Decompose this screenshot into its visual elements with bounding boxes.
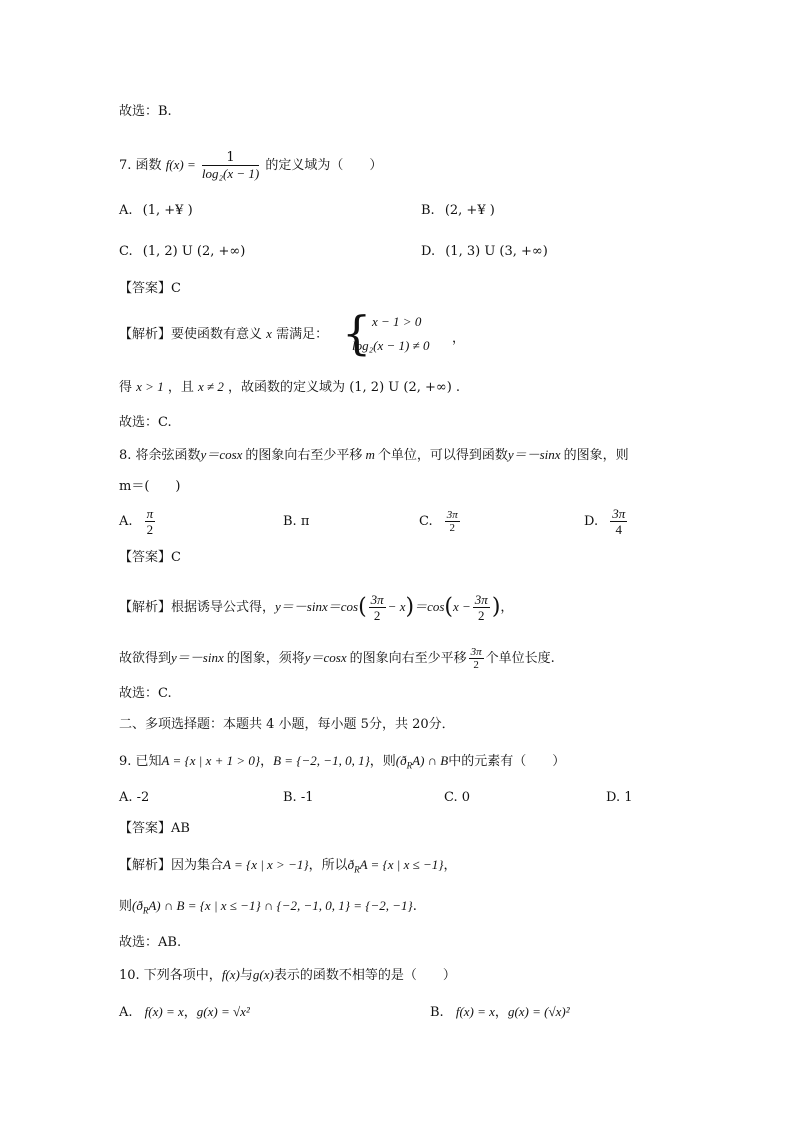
q8-line2-b: 的图象，须将 <box>226 651 305 666</box>
q9-line2-expr: (ð <box>132 898 143 913</box>
q10-opt-b-sep: ， <box>494 1005 508 1020</box>
q7-opt-a-value: (1, +¥ ) <box>142 203 193 218</box>
q7-system-tail: ， <box>452 331 466 346</box>
q10-option-a <box>119 1003 250 1022</box>
q7-option-c <box>119 243 245 261</box>
q9-analysis <box>119 856 457 879</box>
q8-line2-d: 个单位长度. <box>485 651 555 666</box>
q7-frac-num: 1 <box>202 150 259 166</box>
q7-result-cond1: x > 1 <box>136 379 164 394</box>
q8-stem-eq2: y＝－sinx <box>507 447 561 462</box>
q9-expr: (ð <box>395 753 407 768</box>
q9-stem <box>119 752 565 775</box>
q10-opt-a-f: f(x) = x <box>144 1004 184 1019</box>
q7-result-text: ，故函数的定义域为 <box>228 380 346 395</box>
q8-analysis-eq-d: x − <box>453 599 471 614</box>
q7-analysis-label: 【解析】要使函数有意义 <box>119 327 263 342</box>
q7-option-a <box>119 202 193 220</box>
q8-analysis-paren-open-2: ( <box>444 594 453 620</box>
q10-opt-a-g: g(x) = √x² <box>196 1004 250 1019</box>
q10-opt-b-g: g(x) = (√x)² <box>507 1004 570 1019</box>
q8-analysis-label: 【解析】根据诱导公式得， <box>119 600 276 615</box>
q10-opt-a-sep: ， <box>183 1005 197 1020</box>
q10-option-b <box>430 1003 570 1022</box>
q7-result <box>119 378 460 397</box>
q8-opt-a-fraction <box>145 506 156 537</box>
q7-opt-b-value: (2, +¥ ) <box>444 203 495 218</box>
q8-analysis-paren-close-2: ) <box>491 594 501 620</box>
q8-analysis-frac2 <box>473 592 490 623</box>
q9-stem-d: 中的元素有（ ） <box>448 754 566 769</box>
q8-line2-frac <box>469 646 484 671</box>
q7-func-lhs: f(x) = <box>165 157 196 172</box>
q7-option-d <box>421 243 548 261</box>
q8-stem-d: 的图象，则 <box>563 448 629 463</box>
q7-opt-b-label: B. <box>421 203 435 218</box>
q9-line2-a: 则 <box>119 899 133 914</box>
q8-opt-c-label: C. <box>419 514 433 529</box>
q9-expr-b: A) ∩ B <box>412 753 449 768</box>
q7-system-line2: log₂(x − 1) ≠ 0 <box>352 338 430 353</box>
q8-conclusion: 故选：C. <box>119 686 172 701</box>
q10-stem <box>119 966 456 985</box>
q10-gx: g(x) <box>252 967 274 982</box>
q8-line2-a: 故欲得到 <box>119 651 172 666</box>
q9-analysis-tail: ， <box>443 858 457 873</box>
q7-answer: 【答案】C <box>119 281 181 296</box>
q8-analysis-frac2-den: 2 <box>478 608 485 623</box>
q8-analysis-tail: ， <box>500 600 514 615</box>
q10-opt-a-label: A. <box>119 1005 133 1020</box>
q8-opt-d-label: D. <box>584 514 599 529</box>
q10-stem-a: 10. 下列各项中， <box>119 968 222 983</box>
q9-analysis-comp: ð <box>347 857 355 872</box>
q8-analysis <box>119 590 513 625</box>
q8-option-b: B. π <box>283 514 310 529</box>
q7-fraction <box>202 150 259 181</box>
q8-analysis-frac2-num: 3π <box>474 592 488 607</box>
q9-line2-sub: R <box>142 905 149 916</box>
q10-opt-b-label: B. <box>430 1005 444 1020</box>
q8-analysis-frac1-den: 2 <box>373 608 381 623</box>
q9-set-b: B = {−2, −1, 0, 1} <box>273 753 370 768</box>
q8-stem-a: 8. 将余弦函数 <box>119 448 201 463</box>
q8-stem-m: m <box>365 447 375 462</box>
q8-line2-frac-num: 3π <box>470 646 482 658</box>
q9-stem-c: ，则 <box>369 754 396 769</box>
q10-fx: f(x) <box>221 967 240 982</box>
q8-stem-b: 的图象向右至少平移 <box>245 448 363 463</box>
q8-opt-c-fraction <box>445 509 460 534</box>
q8-line2-eq1: y＝－sinx <box>171 650 224 665</box>
q7-system-brace: { <box>342 306 372 360</box>
q7-opt-d-label: D. <box>421 244 436 259</box>
q8-line2-eq2: y＝cosx <box>304 650 347 665</box>
q8-option-d <box>584 505 629 539</box>
q9-line2-expr-b: A) ∩ B = {x | x ≤ −1} ∩ {−2, −1, 0, 1} = {−2, −1} <box>148 898 413 913</box>
q8-analysis-frac1-num: 3π <box>370 592 384 607</box>
q7-opt-d-value: (1, 3) U (3, +∞) <box>445 244 548 259</box>
q8-analysis-line2 <box>119 643 555 674</box>
q9-option-a: A. -2 <box>119 790 150 805</box>
q9-answer: 【答案】AB <box>119 821 190 836</box>
q8-option-a <box>119 505 157 539</box>
q7-opt-c-label: C. <box>119 244 133 259</box>
q7-result-mid: ，且 <box>167 380 194 395</box>
q8-stem-line2: m＝( ) <box>119 479 181 494</box>
q8-opt-d-fraction <box>610 506 627 537</box>
q7-frac-den: log₂(x − 1) <box>201 166 260 181</box>
q7-result-cond2: x ≠ 2 <box>198 379 224 394</box>
q10-stem-c: 表示的函数不相等的是（ ） <box>273 968 456 983</box>
section-heading: 二、多项选择题：本题共 4 小题，每小题 5分，共 20分． <box>119 717 455 732</box>
q7-opt-c-value: (1, 2) U (2, +∞) <box>142 244 246 259</box>
q9-analysis-comp-sub: R <box>354 864 360 875</box>
q8-opt-c-num: 3π <box>446 509 458 521</box>
q8-line2-frac-den: 2 <box>473 659 479 671</box>
q7-analysis-var: x <box>266 326 272 341</box>
q9-analysis-a: 【解析】因为集合 <box>119 858 224 873</box>
q7-stem-suffix: 的定义域为（ ） <box>265 158 383 173</box>
q8-opt-a-den: 2 <box>146 522 154 537</box>
q9-set-a: A = {x | x + 1 > 0} <box>161 753 261 768</box>
q9-analysis-line2 <box>119 897 417 920</box>
q9-stem-b: ， <box>260 754 274 769</box>
q8-analysis-paren-open-1: ( <box>358 594 367 620</box>
q8-opt-a-label: A. <box>119 514 133 529</box>
q8-opt-d-num: 3π <box>612 506 626 521</box>
q8-answer: 【答案】C <box>119 550 181 565</box>
q8-analysis-frac1 <box>369 592 386 623</box>
q7-option-b <box>421 202 495 220</box>
q9-analysis-comp-b: A = {x | x ≤ −1} <box>359 857 444 872</box>
q7-system-line1: x − 1 > 0 <box>372 314 422 329</box>
q10-opt-b-f: f(x) = x <box>455 1004 495 1019</box>
q9-option-b: B. -1 <box>283 790 314 805</box>
q9-line2-end: . <box>412 899 417 914</box>
q9-conclusion: 故选：AB. <box>119 935 182 950</box>
q7-conclusion: 故选：C. <box>119 415 172 430</box>
q8-line2-c: 的图象向右至少平移 <box>349 651 467 666</box>
q9-option-c: C. 0 <box>444 790 471 805</box>
q6-conclusion: 故选：B. <box>119 104 172 119</box>
q7-result-set: (1, 2) U (2, +∞) <box>349 380 452 395</box>
q7-result-a: 得 <box>119 380 133 395</box>
q8-analysis-eq-a: y＝－sinx＝cos <box>275 599 359 614</box>
q9-stem-a: 9. 已知 <box>119 754 162 769</box>
q7-result-end: . <box>455 380 461 395</box>
q9-analysis-set: A = {x | x > −1} <box>223 857 309 872</box>
q8-stem-c: 个单位，可以得到函数 <box>377 448 508 463</box>
q8-stem-line1 <box>119 446 629 465</box>
q10-stem-b: 与 <box>239 968 253 983</box>
q8-analysis-eq-b: − x <box>387 599 406 614</box>
q9-option-d: D. 1 <box>606 790 633 805</box>
q9-analysis-b: ，所以 <box>308 858 348 873</box>
q7-opt-a-label: A. <box>119 203 133 218</box>
q8-stem-eq1: y＝cosx <box>200 447 243 462</box>
q7-stem-prefix: 7. 函数 <box>119 158 162 173</box>
q7-analysis <box>119 325 328 344</box>
q9-expr-sub: R <box>406 760 413 771</box>
q8-opt-a-num: π <box>146 506 154 521</box>
q8-option-c <box>419 505 462 539</box>
q8-opt-c-den: 2 <box>449 522 456 534</box>
q8-analysis-paren-close-1: ) <box>405 594 415 620</box>
q7-analysis-rest: 需满足： <box>276 327 329 342</box>
q7-stem <box>119 150 382 181</box>
q8-analysis-eq-c: ＝cos <box>414 599 445 614</box>
q8-opt-d-den: 4 <box>615 522 622 537</box>
